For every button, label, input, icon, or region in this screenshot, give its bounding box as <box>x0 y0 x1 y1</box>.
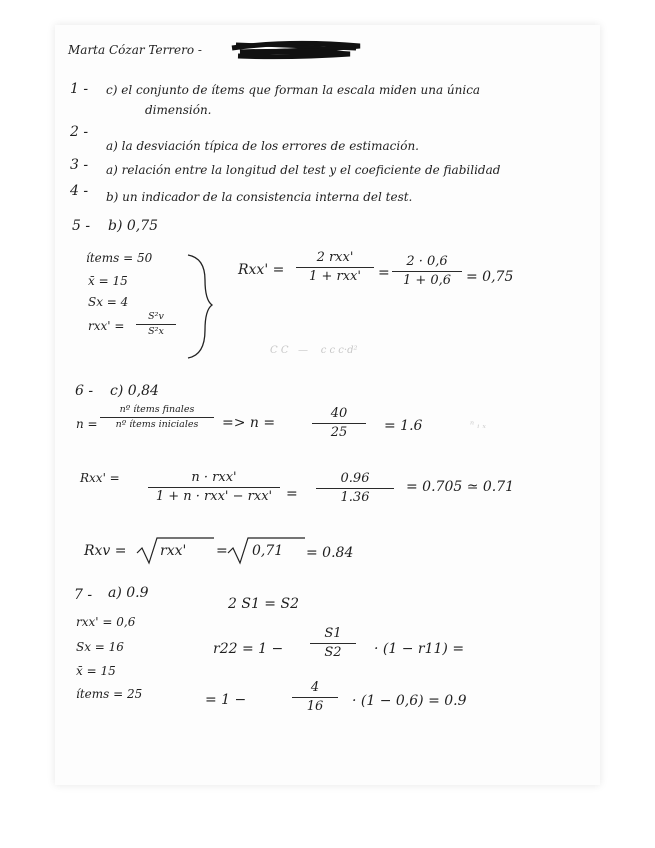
answer-3-number: 3 - <box>70 157 89 173</box>
q7-r22-rhs: · (1 − r11) = <box>374 641 465 657</box>
q5-substituted-fraction: 2 · 0,6 1 + 0,6 <box>392 255 462 289</box>
q5-items: ítems = 50 <box>86 251 153 265</box>
answer-5-number: 5 - <box>72 218 91 234</box>
q6-rxv-lhs: Rxv = <box>84 543 127 559</box>
q5-formula-lhs: Rxx' = <box>238 262 285 278</box>
q7-mean: x̄ = 15 <box>76 664 116 678</box>
curly-brace <box>188 255 212 358</box>
q6-rxv-equals: = <box>216 543 228 559</box>
q6-n-arrow: => n = <box>222 415 276 431</box>
answer-2-number: 2 - <box>70 124 89 140</box>
answer-7-number: 7 - <box>74 587 93 603</box>
q6-r-fraction: n · rxx' 1 + n · rxx' − rxx' <box>148 471 280 505</box>
bleed-through-mark: ⁿ ᵢ ₓ <box>470 420 486 431</box>
answer-1-number: 1 - <box>70 81 89 97</box>
answer-3-text: a) relación entre la longitud del test y el coeficiente de fiabilidad <box>106 163 501 177</box>
q5-mean: x̄ = 15 <box>88 274 128 288</box>
q7-items: ítems = 25 <box>76 687 143 701</box>
q7-sx: Sx = 16 <box>76 640 124 654</box>
q6-n-fraction: nº ítems finales nº ítems iniciales <box>100 405 214 431</box>
q6-r-value-fraction: 0.96 1.36 <box>316 472 394 506</box>
answer-6-text: c) 0,84 <box>110 383 159 399</box>
answer-6-number: 6 - <box>75 383 94 399</box>
q6-r-result: = 0.705 ≃ 0.71 <box>406 479 515 495</box>
q6-n-lhs: n = <box>76 417 98 431</box>
q7-relation: 2 S1 = S2 <box>228 596 299 612</box>
answer-4-number: 4 - <box>70 183 89 199</box>
q7-calc-lhs: = 1 − <box>205 692 247 708</box>
bleed-through-mark: C C — c c c·d² <box>270 345 358 356</box>
answer-5-text: b) 0,75 <box>108 218 159 234</box>
answer-1-text-cont: dimensión. <box>145 103 212 117</box>
q5-spearman-brown-fraction: 2 rxx' 1 + rxx' <box>296 251 374 285</box>
answer-7-text: a) 0.9 <box>108 585 149 601</box>
q5-sx: Sx = 4 <box>88 295 129 309</box>
q5-equals: = <box>378 265 390 281</box>
q7-calc-result: · (1 − 0,6) = 0.9 <box>352 693 467 709</box>
q6-r-equals: = <box>286 486 298 502</box>
q5-rxx-label: rxx' = <box>88 319 125 333</box>
q6-rxv-result: = 0.84 <box>306 545 354 561</box>
q6-n-result: = 1.6 <box>384 418 423 434</box>
q7-calc-fraction: 4 16 <box>292 681 338 715</box>
q7-r22-lhs: r22 = 1 − <box>213 641 284 657</box>
q7-s-ratio-fraction: S1 S2 <box>310 627 356 661</box>
q6-rxv-sqrt-rxx: rxx' <box>160 543 187 559</box>
redaction-scribble <box>232 43 360 56</box>
q6-rxv-sqrt-value: 0,71 <box>252 543 284 559</box>
q6-n-value-fraction: 40 25 <box>312 407 366 441</box>
answer-2-text: a) la desviación típica de los errores de estimación. <box>106 139 419 153</box>
q7-rxx: rxx' = 0,6 <box>76 615 136 629</box>
student-name: Marta Cózar Terrero - <box>68 43 202 57</box>
q5-result: = 0,75 <box>466 269 514 285</box>
q6-r-lhs: Rxx' = <box>80 471 120 485</box>
answer-1-text: c) el conjunto de ítems que forman la escala miden una única <box>106 83 481 97</box>
q5-variance-fraction: S²v S²x <box>136 312 176 338</box>
answer-4-text: b) un indicador de la consistencia interna del test. <box>106 190 413 204</box>
